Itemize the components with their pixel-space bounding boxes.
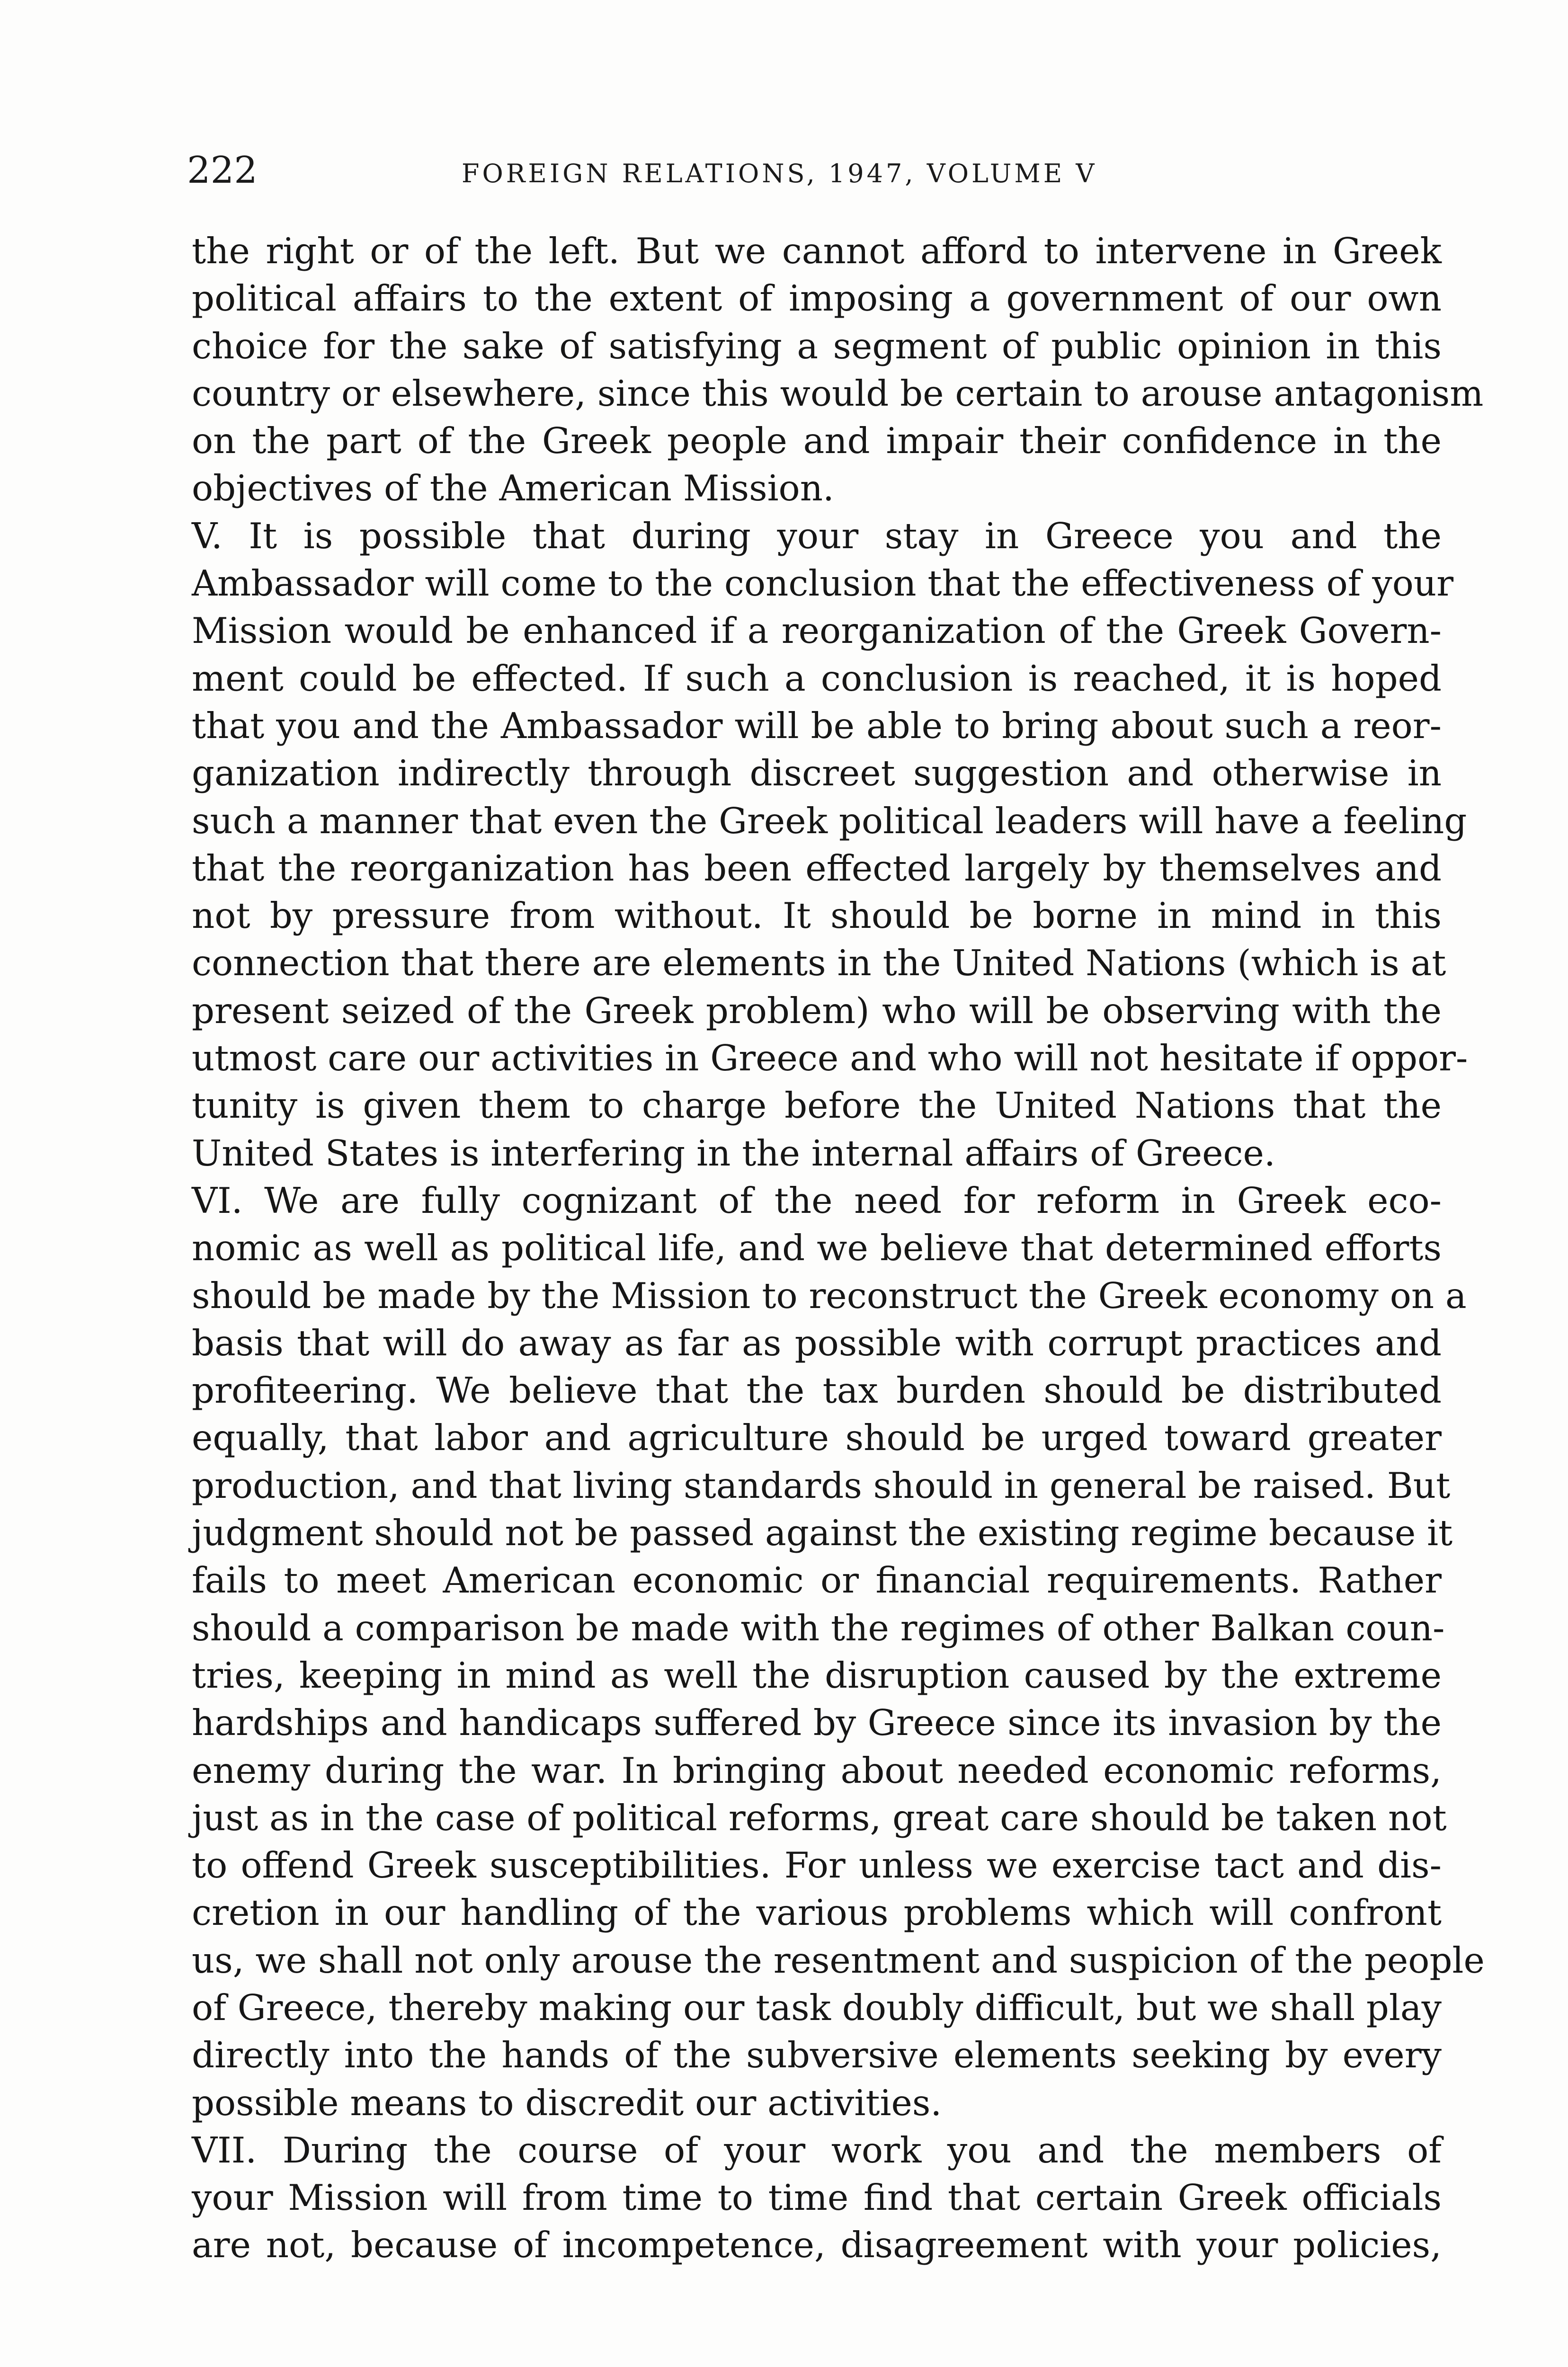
text-line: are not, because of incompetence, disagreement with your policies, xyxy=(192,2224,1442,2266)
running-title: FOREIGN RELATIONS, 1947, VOLUME V xyxy=(462,159,1097,188)
text-line: cretion in our handling of the various problems which will confront xyxy=(192,1892,1442,1934)
text-line: political affairs to the extent of imposing a government of our own xyxy=(192,277,1442,320)
text-line: objectives of the American Mission. xyxy=(192,467,834,509)
text-line: Mission would be enhanced if a reorganization of the Greek Govern- xyxy=(192,610,1442,652)
text-line: tunity is given them to charge before the United Nations that the xyxy=(192,1085,1442,1127)
text-line: production, and that living standards should in general be raised. But xyxy=(192,1464,1451,1506)
text-line: the right or of the left. But we cannot afford to intervene in Greek xyxy=(192,230,1442,272)
text-line: fails to meet American economic or financial requirements. Rather xyxy=(192,1559,1442,1602)
text-line: hardships and handicaps suffered by Greece since its invasion by the xyxy=(192,1702,1442,1744)
text-line: equally, that labor and agriculture should be urged toward greater xyxy=(192,1417,1442,1459)
text-line: not by pressure from without. It should be borne in mind in this xyxy=(192,895,1442,937)
text-line: such a manner that even the Greek political leaders will have a feeling xyxy=(192,800,1467,842)
paragraph-vii-start: VII. During the course of your work you and the members of xyxy=(192,2129,1442,2171)
paragraph-vi-start: VI. We are fully cognizant of the need for reform in Greek eco- xyxy=(192,1179,1442,1221)
text-line: your Mission will from time to time find that certain Greek officials xyxy=(192,2177,1442,2219)
text-line: utmost care our activities in Greece and who will not hesitate if oppor- xyxy=(192,1037,1468,1079)
paragraph-v-start: V. It is possible that during your stay in Greece you and the xyxy=(192,515,1442,557)
text-line: just as in the case of political reforms, great care should be taken not xyxy=(192,1797,1447,1839)
page-number: 222 xyxy=(187,149,258,192)
text-line: should a comparison be made with the regimes of other Balkan coun- xyxy=(192,1607,1445,1649)
text-line: country or elsewhere, since this would be certain to arouse antagonism xyxy=(192,372,1484,414)
text-line: basis that will do away as far as possible with corrupt practices and xyxy=(192,1322,1442,1364)
text-line: profiteering. We believe that the tax burden should be distributed xyxy=(192,1370,1442,1412)
text-line: judgment should not be passed against the existing regime because it xyxy=(192,1512,1453,1554)
running-head xyxy=(187,149,1437,196)
text-line: tries, keeping in mind as well the disruption caused by the extreme xyxy=(192,1654,1442,1696)
text-line: choice for the sake of satisfying a segment of public opinion in this xyxy=(192,325,1442,367)
text-line: United States is interfering in the internal affairs of Greece. xyxy=(192,1132,1275,1174)
text-line: that the reorganization has been effected largely by themselves and xyxy=(192,847,1442,889)
text-line: to offend Greek susceptibilities. For unless we exercise tact and dis- xyxy=(192,1844,1442,1886)
text-line: directly into the hands of the subversive elements seeking by every xyxy=(192,2034,1442,2076)
text-line: that you and the Ambassador will be able to bring about such a reor- xyxy=(192,704,1442,747)
text-line: ment could be effected. If such a conclusion is reached, it is hoped xyxy=(192,657,1442,699)
text-line: should be made by the Mission to reconstruct the Greek economy on a xyxy=(192,1274,1467,1317)
text-line: ganization indirectly through discreet suggestion and otherwise in xyxy=(192,752,1442,794)
text-line: possible means to discredit our activities. xyxy=(192,2082,942,2124)
text-line: us, we shall not only arouse the resentment and suspicion of the people xyxy=(192,1939,1485,1981)
text-line: nomic as well as political life, and we believe that determined efforts xyxy=(192,1227,1442,1269)
text-line: Ambassador will come to the conclusion that the effectiveness of your xyxy=(192,562,1454,605)
text-line: of Greece, thereby making our task doubly difficult, but we shall play xyxy=(192,1986,1442,2029)
text-line: on the part of the Greek people and impair their confidence in the xyxy=(192,420,1442,462)
text-line: enemy during the war. In bringing about needed economic reforms, xyxy=(192,1749,1442,1791)
text-line: connection that there are elements in the United Nations (which is at xyxy=(192,942,1446,984)
body-text xyxy=(192,227,1485,2269)
text-line: present seized of the Greek problem) who will be observing with the xyxy=(192,989,1442,1032)
